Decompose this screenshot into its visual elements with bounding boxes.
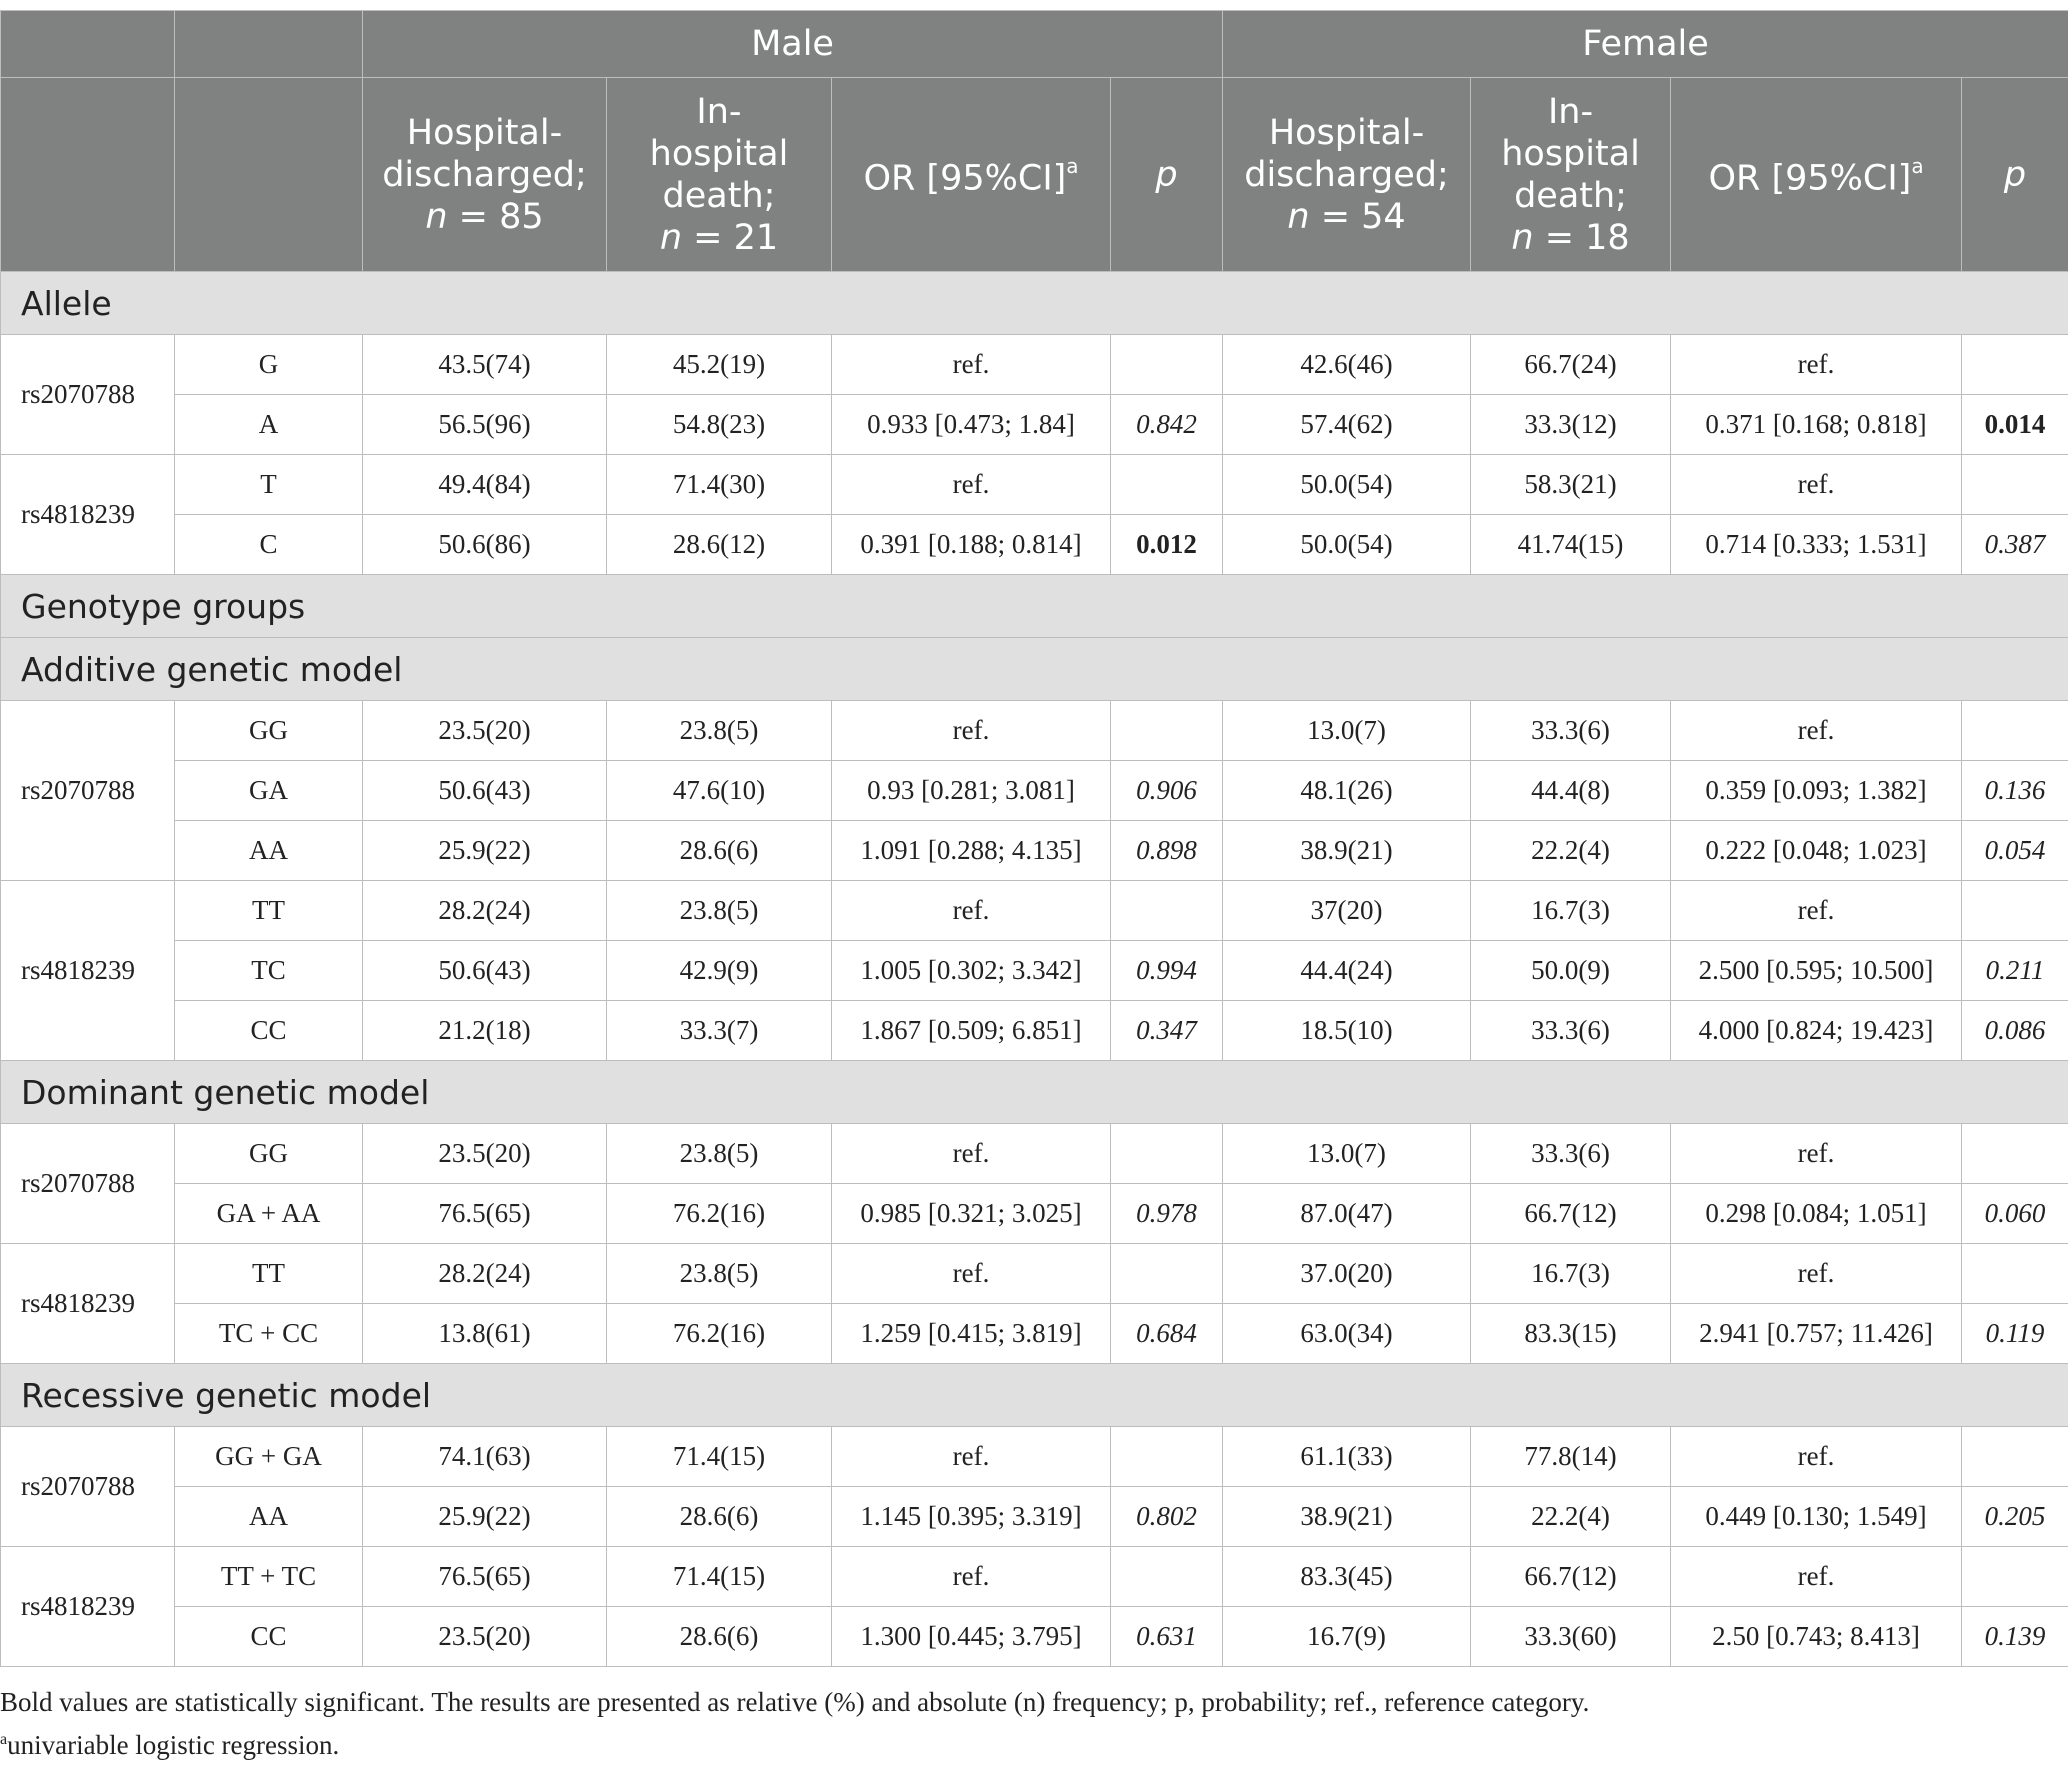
female-discharged-cell: 63.0(34): [1223, 1304, 1471, 1364]
section-title: Recessive genetic model: [1, 1364, 2068, 1427]
footnote-line-2: [0, 1721, 2068, 1764]
female-death-cell: 77.8(14): [1471, 1427, 1671, 1487]
female-or-cell: ref.: [1671, 455, 1962, 515]
female-p-cell: [1962, 335, 2068, 395]
male-p-cell: 0.012: [1111, 515, 1223, 575]
header-female: Female: [1223, 11, 2068, 78]
female-death-cell: 33.3(6): [1471, 1124, 1671, 1184]
table-row: [1, 335, 2068, 395]
female-p-cell: [1962, 1124, 2068, 1184]
header-male: Male: [363, 11, 1223, 78]
male-or-cell: 0.391 [0.188; 0.814]: [832, 515, 1111, 575]
snp-cell: rs2070788: [1, 1124, 175, 1244]
female-death-cell: 66.7(12): [1471, 1547, 1671, 1607]
male-p-cell: 0.802: [1111, 1487, 1223, 1547]
male-discharged-cell: 76.5(65): [363, 1547, 607, 1607]
female-p-cell: 0.387: [1962, 515, 2068, 575]
male-or-cell: 0.933 [0.473; 1.84]: [832, 395, 1111, 455]
male-discharged-cell: 13.8(61): [363, 1304, 607, 1364]
snp-cell: rs4818239: [1, 881, 175, 1061]
male-death-cell: 23.8(5): [607, 701, 832, 761]
female-or-cell: 4.000 [0.824; 19.423]: [1671, 1001, 1962, 1061]
header-sup: a: [1911, 154, 1924, 179]
male-discharged-cell: 50.6(86): [363, 515, 607, 575]
female-discharged-cell: 37(20): [1223, 881, 1471, 941]
header-text: death;: [662, 175, 776, 216]
table-header: [1, 11, 2068, 272]
male-discharged-cell: 21.2(18): [363, 1001, 607, 1061]
snp-cell: rs2070788: [1, 701, 175, 881]
female-death-cell: 16.7(3): [1471, 1244, 1671, 1304]
male-or-cell: 0.93 [0.281; 3.081]: [832, 761, 1111, 821]
male-p-cell: 0.631: [1111, 1607, 1223, 1667]
male-discharged-cell: 25.9(22): [363, 821, 607, 881]
male-p-cell: [1111, 1427, 1223, 1487]
footnote-line-1: Bold values are statistically significant. The results are presented as relative (%) and absolute (n) frequency; p, probability; ref., reference category.: [0, 1687, 1590, 1717]
male-or-cell: ref.: [832, 1124, 1111, 1184]
male-death-cell: 28.6(6): [607, 1487, 832, 1547]
header-blank-1: [1, 11, 175, 78]
table-row: [1, 1487, 2068, 1547]
genotype-cell: CC: [175, 1001, 363, 1061]
snp-cell: rs2070788: [1, 1427, 175, 1547]
female-p-cell: 0.119: [1962, 1304, 2068, 1364]
header-female-p: [1962, 78, 2068, 272]
female-discharged-cell: 83.3(45): [1223, 1547, 1471, 1607]
female-discharged-cell: 38.9(21): [1223, 1487, 1471, 1547]
header-male-p: [1111, 78, 1223, 272]
header-text: Hospital-: [406, 112, 563, 153]
genotype-cell: GG: [175, 1124, 363, 1184]
snp-cell: rs2070788: [1, 335, 175, 455]
male-death-cell: 71.4(15): [607, 1427, 832, 1487]
female-discharged-cell: 13.0(7): [1223, 701, 1471, 761]
male-p-cell: [1111, 1124, 1223, 1184]
male-discharged-cell: 56.5(96): [363, 395, 607, 455]
female-or-cell: ref.: [1671, 701, 1962, 761]
female-discharged-cell: 50.0(54): [1223, 515, 1471, 575]
genotype-cell: AA: [175, 821, 363, 881]
male-or-cell: ref.: [832, 455, 1111, 515]
male-or-cell: ref.: [832, 701, 1111, 761]
results-table: [0, 10, 2068, 1667]
male-or-cell: ref.: [832, 1244, 1111, 1304]
table-row: [1, 881, 2068, 941]
female-or-cell: 2.500 [0.595; 10.500]: [1671, 941, 1962, 1001]
male-discharged-cell: 28.2(24): [363, 881, 607, 941]
male-death-cell: 42.9(9): [607, 941, 832, 1001]
header-blank-3: [1, 78, 175, 272]
table-row: [1, 395, 2068, 455]
genotype-cell: TC + CC: [175, 1304, 363, 1364]
male-or-cell: 1.005 [0.302; 3.342]: [832, 941, 1111, 1001]
male-discharged-cell: 49.4(84): [363, 455, 607, 515]
female-p-cell: [1962, 1244, 2068, 1304]
female-discharged-cell: 87.0(47): [1223, 1184, 1471, 1244]
female-p-cell: 0.205: [1962, 1487, 2068, 1547]
female-death-cell: 44.4(8): [1471, 761, 1671, 821]
female-death-cell: 33.3(12): [1471, 395, 1671, 455]
male-p-cell: [1111, 455, 1223, 515]
header-n: n = 54: [1287, 196, 1406, 237]
female-death-cell: 22.2(4): [1471, 821, 1671, 881]
genotype-cell: GG + GA: [175, 1427, 363, 1487]
female-p-cell: 0.060: [1962, 1184, 2068, 1244]
male-death-cell: 71.4(30): [607, 455, 832, 515]
header-n: n = 21: [659, 217, 779, 258]
female-p-cell: 0.014: [1962, 395, 2068, 455]
male-or-cell: 1.091 [0.288; 4.135]: [832, 821, 1111, 881]
header-blank-4: [175, 78, 363, 272]
male-p-cell: 0.994: [1111, 941, 1223, 1001]
male-or-cell: ref.: [832, 335, 1111, 395]
genotype-cell: C: [175, 515, 363, 575]
table-row: [1, 1607, 2068, 1667]
male-discharged-cell: 76.5(65): [363, 1184, 607, 1244]
female-death-cell: 50.0(9): [1471, 941, 1671, 1001]
genotype-cell: GA + AA: [175, 1184, 363, 1244]
male-or-cell: 1.300 [0.445; 3.795]: [832, 1607, 1111, 1667]
female-discharged-cell: 37.0(20): [1223, 1244, 1471, 1304]
male-or-cell: 1.145 [0.395; 3.319]: [832, 1487, 1111, 1547]
table-row: [1, 1427, 2068, 1487]
header-male-death: [607, 78, 832, 272]
genotype-cell: T: [175, 455, 363, 515]
table-row: [1, 701, 2068, 761]
snp-cell: rs4818239: [1, 455, 175, 575]
genotype-cell: AA: [175, 1487, 363, 1547]
header-text: hospital: [1501, 133, 1640, 174]
genotype-cell: TT: [175, 881, 363, 941]
header-text: Hospital-: [1268, 112, 1425, 153]
genotype-cell: GG: [175, 701, 363, 761]
male-p-cell: 0.842: [1111, 395, 1223, 455]
header-text: In-: [1547, 91, 1594, 132]
table-row: [1, 821, 2068, 881]
male-death-cell: 54.8(23): [607, 395, 832, 455]
female-p-cell: 0.136: [1962, 761, 2068, 821]
female-discharged-cell: 42.6(46): [1223, 335, 1471, 395]
male-discharged-cell: 25.9(22): [363, 1487, 607, 1547]
female-discharged-cell: 48.1(26): [1223, 761, 1471, 821]
female-or-cell: 0.371 [0.168; 0.818]: [1671, 395, 1962, 455]
male-p-cell: 0.684: [1111, 1304, 1223, 1364]
header-sup: a: [1066, 154, 1079, 179]
female-discharged-cell: 38.9(21): [1223, 821, 1471, 881]
male-death-cell: 71.4(15): [607, 1547, 832, 1607]
female-death-cell: 41.74(15): [1471, 515, 1671, 575]
female-or-cell: ref.: [1671, 1124, 1962, 1184]
header-text: discharged;: [382, 154, 587, 195]
female-p-cell: 0.211: [1962, 941, 2068, 1001]
header-text: p: [1155, 154, 1178, 195]
male-p-cell: 0.347: [1111, 1001, 1223, 1061]
male-p-cell: [1111, 881, 1223, 941]
male-or-cell: 1.867 [0.509; 6.851]: [832, 1001, 1111, 1061]
table-row: [1, 1547, 2068, 1607]
male-death-cell: 23.8(5): [607, 1124, 832, 1184]
table-row: [1, 941, 2068, 1001]
header-text: hospital: [649, 133, 789, 174]
female-p-cell: [1962, 1547, 2068, 1607]
female-death-cell: 33.3(6): [1471, 1001, 1671, 1061]
snp-cell: rs4818239: [1, 1547, 175, 1667]
header-male-or: [832, 78, 1111, 272]
section-row: [1, 575, 2068, 638]
table-body: [1, 272, 2068, 1667]
table-row: [1, 1184, 2068, 1244]
female-death-cell: 33.3(6): [1471, 701, 1671, 761]
header-blank-2: [175, 11, 363, 78]
female-death-cell: 16.7(3): [1471, 881, 1671, 941]
male-death-cell: 23.8(5): [607, 881, 832, 941]
table-row: [1, 1244, 2068, 1304]
female-discharged-cell: 44.4(24): [1223, 941, 1471, 1001]
male-death-cell: 76.2(16): [607, 1304, 832, 1364]
male-p-cell: 0.978: [1111, 1184, 1223, 1244]
female-p-cell: [1962, 455, 2068, 515]
male-p-cell: [1111, 335, 1223, 395]
header-text: p: [2003, 154, 2027, 195]
male-death-cell: 45.2(19): [607, 335, 832, 395]
male-or-cell: 1.259 [0.415; 3.819]: [832, 1304, 1111, 1364]
male-p-cell: 0.906: [1111, 761, 1223, 821]
table-row: [1, 1001, 2068, 1061]
footnote-sup: a: [0, 1731, 8, 1748]
male-death-cell: 23.8(5): [607, 1244, 832, 1304]
female-or-cell: 0.222 [0.048; 1.023]: [1671, 821, 1962, 881]
female-or-cell: ref.: [1671, 335, 1962, 395]
male-or-cell: ref.: [832, 881, 1111, 941]
section-row: [1, 272, 2068, 335]
table-container: [0, 10, 2068, 1764]
table-row: [1, 515, 2068, 575]
female-p-cell: [1962, 881, 2068, 941]
male-p-cell: [1111, 1244, 1223, 1304]
female-p-cell: 0.086: [1962, 1001, 2068, 1061]
male-or-cell: ref.: [832, 1427, 1111, 1487]
female-death-cell: 58.3(21): [1471, 455, 1671, 515]
female-discharged-cell: 57.4(62): [1223, 395, 1471, 455]
female-p-cell: 0.054: [1962, 821, 2068, 881]
female-p-cell: [1962, 1427, 2068, 1487]
header-text: In-: [696, 91, 742, 132]
female-or-cell: 0.714 [0.333; 1.531]: [1671, 515, 1962, 575]
male-death-cell: 33.3(7): [607, 1001, 832, 1061]
male-death-cell: 76.2(16): [607, 1184, 832, 1244]
section-title: Additive genetic model: [1, 638, 2068, 701]
section-title: Dominant genetic model: [1, 1061, 2068, 1124]
header-text: OR [95%CI]: [863, 158, 1067, 199]
female-or-cell: ref.: [1671, 1547, 1962, 1607]
section-row: [1, 1364, 2068, 1427]
header-text: death;: [1514, 175, 1627, 216]
male-discharged-cell: 43.5(74): [363, 335, 607, 395]
female-death-cell: 22.2(4): [1471, 1487, 1671, 1547]
female-discharged-cell: 18.5(10): [1223, 1001, 1471, 1061]
genotype-cell: TT: [175, 1244, 363, 1304]
male-discharged-cell: 50.6(43): [363, 941, 607, 1001]
male-discharged-cell: 50.6(43): [363, 761, 607, 821]
male-or-cell: ref.: [832, 1547, 1111, 1607]
male-discharged-cell: 23.5(20): [363, 1124, 607, 1184]
female-or-cell: 0.298 [0.084; 1.051]: [1671, 1184, 1962, 1244]
header-text: OR [95%CI]: [1708, 158, 1912, 199]
female-or-cell: 0.359 [0.093; 1.382]: [1671, 761, 1962, 821]
footnotes: [0, 1683, 2068, 1764]
genotype-cell: A: [175, 395, 363, 455]
female-p-cell: 0.139: [1962, 1607, 2068, 1667]
header-text: discharged;: [1244, 154, 1449, 195]
genotype-cell: CC: [175, 1607, 363, 1667]
header-n: n = 18: [1511, 217, 1630, 258]
table-row: [1, 761, 2068, 821]
female-discharged-cell: 16.7(9): [1223, 1607, 1471, 1667]
section-row: [1, 1061, 2068, 1124]
section-title: Allele: [1, 272, 2068, 335]
female-or-cell: ref.: [1671, 1427, 1962, 1487]
male-discharged-cell: 74.1(63): [363, 1427, 607, 1487]
male-or-cell: 0.985 [0.321; 3.025]: [832, 1184, 1111, 1244]
footnote-text: univariable logistic regression.: [7, 1730, 340, 1760]
male-discharged-cell: 23.5(20): [363, 701, 607, 761]
male-death-cell: 28.6(12): [607, 515, 832, 575]
header-male-discharged: [363, 78, 607, 272]
female-discharged-cell: 50.0(54): [1223, 455, 1471, 515]
female-or-cell: 2.941 [0.757; 11.426]: [1671, 1304, 1962, 1364]
genotype-cell: TC: [175, 941, 363, 1001]
male-p-cell: 0.898: [1111, 821, 1223, 881]
male-discharged-cell: 28.2(24): [363, 1244, 607, 1304]
male-p-cell: [1111, 701, 1223, 761]
female-death-cell: 66.7(24): [1471, 335, 1671, 395]
female-death-cell: 83.3(15): [1471, 1304, 1671, 1364]
section-title: Genotype groups: [1, 575, 2068, 638]
genotype-cell: GA: [175, 761, 363, 821]
snp-cell: rs4818239: [1, 1244, 175, 1364]
male-death-cell: 28.6(6): [607, 821, 832, 881]
header-female-death: [1471, 78, 1671, 272]
female-or-cell: ref.: [1671, 1244, 1962, 1304]
female-p-cell: [1962, 701, 2068, 761]
female-or-cell: ref.: [1671, 881, 1962, 941]
table-row: [1, 1304, 2068, 1364]
header-n: n = 85: [425, 196, 544, 237]
genotype-cell: G: [175, 335, 363, 395]
male-discharged-cell: 23.5(20): [363, 1607, 607, 1667]
female-death-cell: 66.7(12): [1471, 1184, 1671, 1244]
male-death-cell: 28.6(6): [607, 1607, 832, 1667]
section-row: [1, 638, 2068, 701]
female-discharged-cell: 13.0(7): [1223, 1124, 1471, 1184]
female-discharged-cell: 61.1(33): [1223, 1427, 1471, 1487]
header-female-or: [1671, 78, 1962, 272]
female-or-cell: 2.50 [0.743; 8.413]: [1671, 1607, 1962, 1667]
header-female-discharged: [1223, 78, 1471, 272]
female-death-cell: 33.3(60): [1471, 1607, 1671, 1667]
male-death-cell: 47.6(10): [607, 761, 832, 821]
female-or-cell: 0.449 [0.130; 1.549]: [1671, 1487, 1962, 1547]
table-row: [1, 1124, 2068, 1184]
genotype-cell: TT + TC: [175, 1547, 363, 1607]
table-row: [1, 455, 2068, 515]
male-p-cell: [1111, 1547, 1223, 1607]
